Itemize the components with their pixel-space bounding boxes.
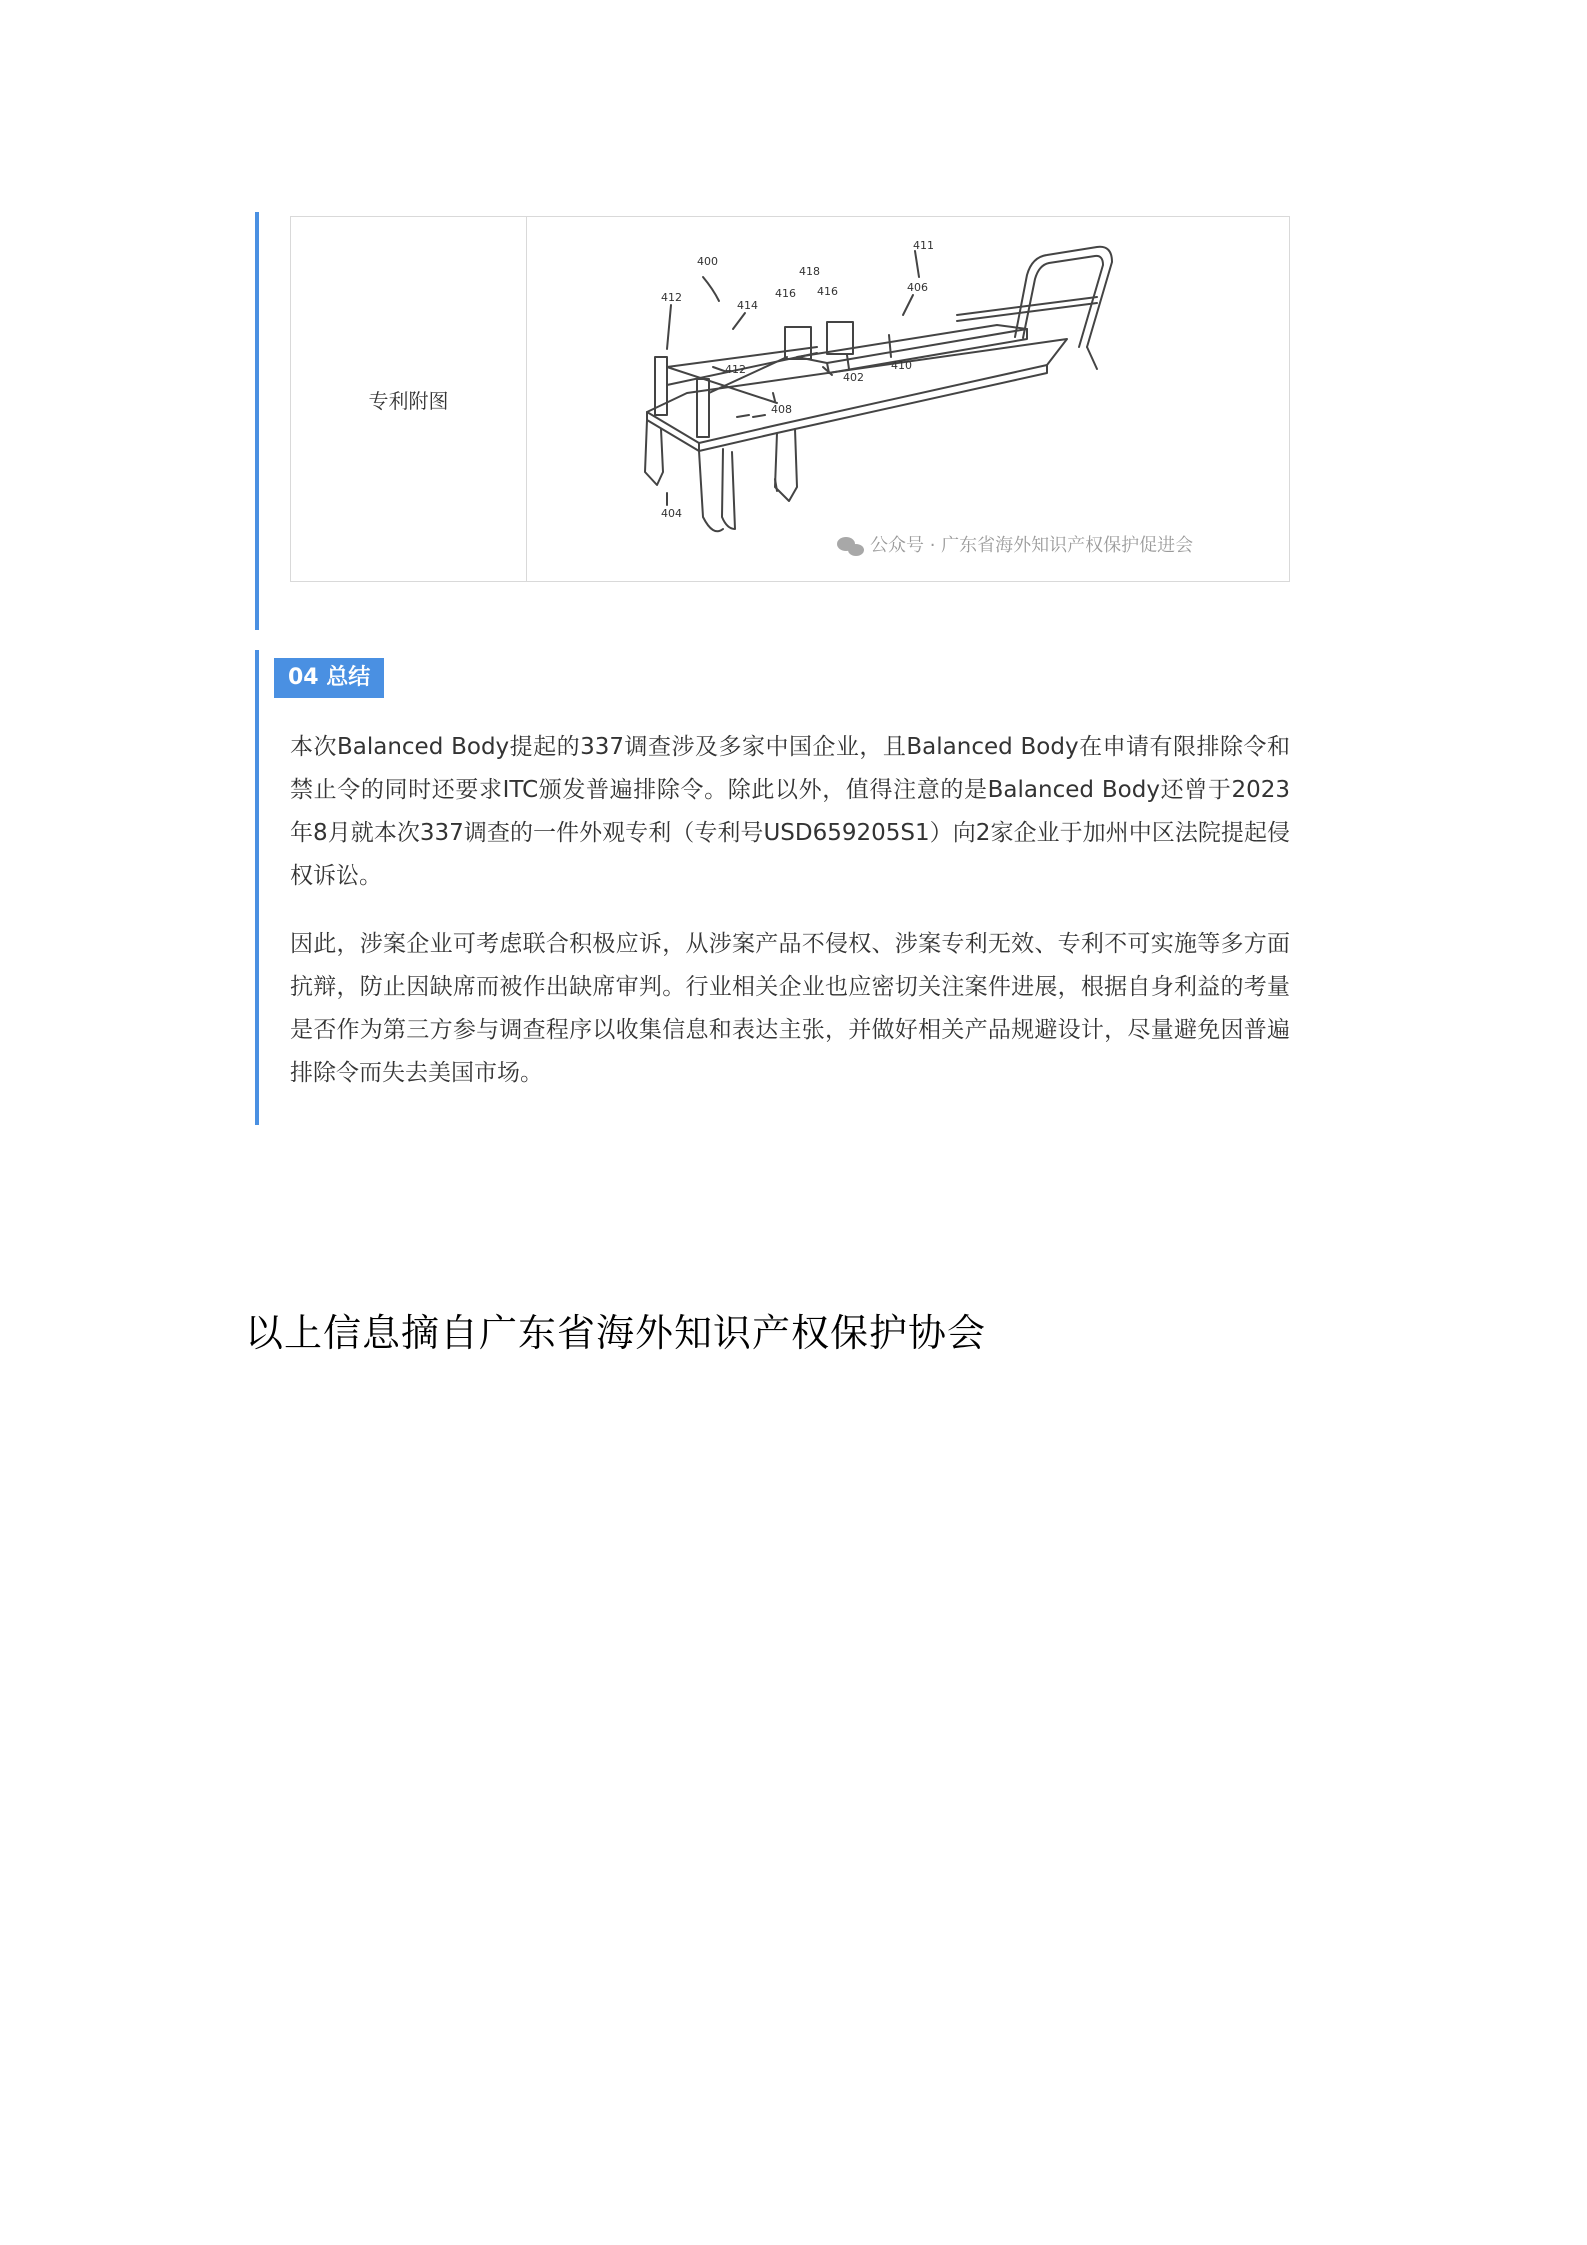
summary-paragraph: 因此，涉案企业可考虑联合积极应诉，从涉案产品不侵权、涉案专利无效、专利不可实施等多方面抗辩，防止因缺席而被作出缺席审判。行业相关企业也应密切关注案件进展，根据自身利益的考量是否作为第三方参与调查程序以收集信息和表达主张，并做好相关产品规避设计，尽量避免因普遍排除令而失去美国市场。 <box>290 931 1290 1086</box>
callout-400: 400 <box>697 255 718 268</box>
left-accent-bar <box>255 212 259 630</box>
patent-figure-table <box>290 216 1290 582</box>
callout-402: 402 <box>843 371 864 384</box>
summary-paragraph: 本次Balanced Body提起的337调查涉及多家中国企业，且Balanced Body在申请有限排除令和禁止令的同时还要求ITC颁发普遍排除令。除此以外，值得注意的是Balanced Body还曾于2023年8月就本次337调查的一件外观专利（专利号USD659205S1）向2家企业于加州中区法院提起侵权诉讼。 <box>290 734 1290 889</box>
callout-418: 418 <box>799 265 820 278</box>
callout-410: 410 <box>891 359 912 372</box>
callout-406: 406 <box>907 281 928 294</box>
callout-411: 411 <box>913 239 934 252</box>
callout-408: 408 <box>771 403 792 416</box>
left-accent-bar <box>255 650 259 1125</box>
callout-414: 414 <box>737 299 758 312</box>
callout-412: 412 <box>725 363 746 376</box>
callout-416: 416 <box>817 285 838 298</box>
source-note: 以上信息摘自广东省海外知识产权保护协会 <box>245 1311 987 1355</box>
callout-412: 412 <box>661 291 682 304</box>
table-label-cell: 专利附图 <box>291 217 527 581</box>
callout-404: 404 <box>661 507 682 520</box>
section-heading-tag: 04 总结 <box>274 658 384 698</box>
watermark-text: 公众号 · 广东省海外知识产权保护促进会 <box>870 535 1194 556</box>
callout-416: 416 <box>775 287 796 300</box>
patent-drawing-cell <box>527 217 1289 581</box>
patent-drawing <box>527 217 1291 581</box>
wechat-icon <box>837 537 864 556</box>
